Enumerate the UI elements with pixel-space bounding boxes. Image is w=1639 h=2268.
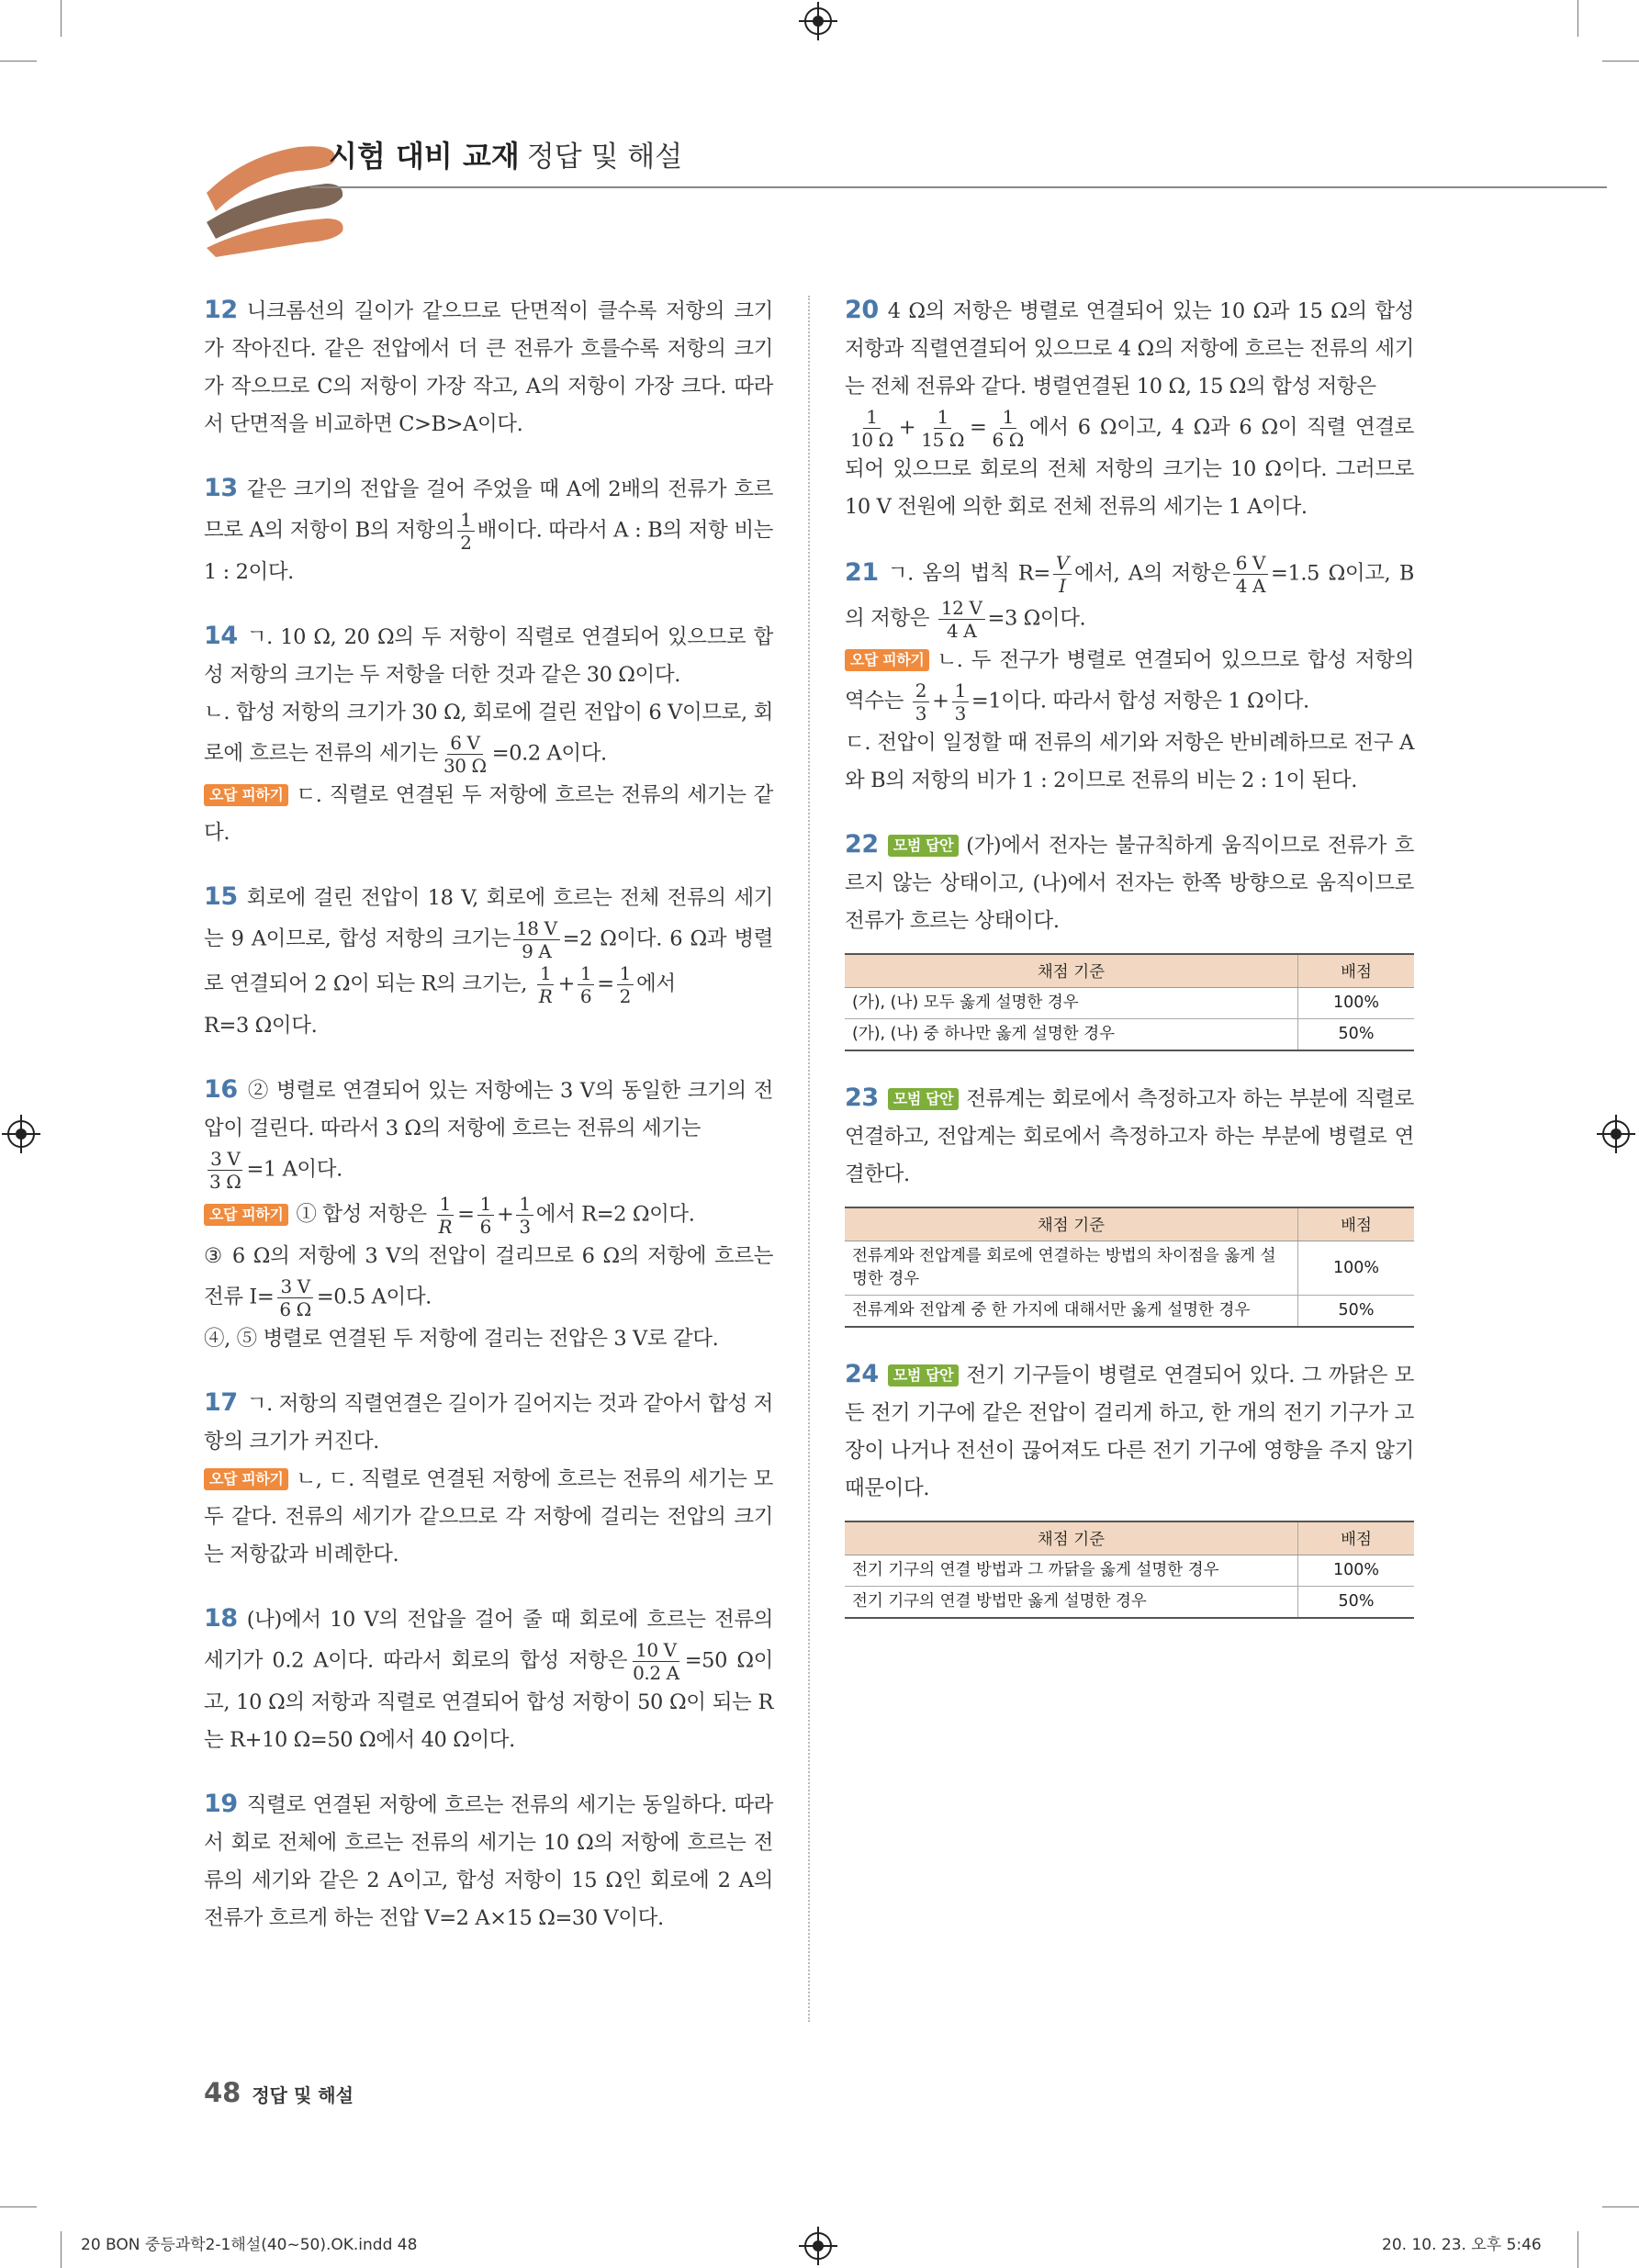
answer-23 [845, 1079, 1414, 1194]
model-answer-badge: 모범 답안 [888, 1088, 959, 1110]
answer-text: (가)에서 전자는 불규칙하게 움직이므로 전류가 흐르지 않는 상태이고, (나)에서 전자는 한쪽 방향으로 움직이므로 전류가 흐르는 상태이다. [845, 834, 1414, 933]
answer-16: 16 ② 병렬로 연결되어 있는 저항에는 3 V의 동일한 크기의 전압이 걸린다. 따라서 3 Ω의 저항에 흐르는 전류의 세기는 $\frac{3 V}{3 \Omega}$ =1 A이다. 오답 피하기 ① 합성 저항은 $\frac{1}{R}$ = $\frac{1}{6}$ + $\frac{1}{3}$ 에서 R=2 Ω이다. ③ 6 Ω의 저항에 3 V의 전압이 걸리므로 6 Ω의 저항에 흐르는 전류 I= $\frac{3 V}{6 \Omega}$ =0.5 A이다. ④, ⑤ 병렬로 연결된 두 저항에 걸리는 전압은 3 V로 같다. [204, 1075, 773, 1351]
note-text: ㄴ. 두 전구가 병렬로 연결되어 있으므로 합성 저항의 역수는 [845, 648, 1414, 713]
table-row: (가), (나) 중 하나만 옳게 설명한 경우 50% [845, 1019, 1414, 1051]
note-text: ㄷ. 전압이 일정할 때 전류의 세기와 저항은 반비례하므로 전구 A와 B의 저항의 비가 1 : 2이므로 전류의 비는 2 : 1이 된다. [845, 731, 1414, 792]
answer-18 [204, 1600, 773, 1759]
answer-number: 12 [204, 296, 238, 324]
answer-text: =1.5 Ω이고, B의 저항은 [845, 561, 1414, 631]
note-badge: 오답 피하기 [204, 784, 288, 806]
table-header: 채점 기준 [845, 1521, 1298, 1555]
answer-22 [845, 825, 1414, 940]
table-header: 배점 [1298, 1521, 1415, 1555]
answer-24 [845, 1355, 1414, 1508]
answer-text: 4 Ω의 저항은 병렬로 연결되어 있는 10 Ω과 15 Ω의 합성 저항과 직렬연결되어 있으므로 4 Ω의 저항에 흐르는 전류의 세기는 전체 전류와 같다. 병렬연결된 10 Ω, 15 Ω의 합성 저항은 [845, 299, 1414, 399]
answer-text: (나)에서 10 V의 전압을 걸어 줄 때 회로에 흐르는 전류의 세기가 0.2 A이다. 따라서 회로의 합성 저항은 [204, 1608, 773, 1673]
answer-text: 에서 [636, 971, 676, 996]
fraction: $\frac{V}{I}$ [1053, 552, 1072, 597]
title-bold: 시험 대비 교재 [329, 139, 520, 174]
grading-table [845, 1207, 1414, 1328]
note-badge: 오답 피하기 [204, 1204, 288, 1226]
page-folio [204, 2077, 354, 2108]
fraction: $\frac{1}{6}$ [477, 1193, 494, 1238]
left-column [204, 291, 773, 1963]
fraction: $\frac{1}{2}$ [617, 962, 634, 1007]
answer-20: 20 4 Ω의 저항은 병렬로 연결되어 있는 10 Ω과 15 Ω의 합성 저항과 직렬연결되어 있으므로 4 Ω의 저항에 흐르는 전류의 세기는 전체 전류와 같다. 병렬연결된 10 Ω, 15 Ω의 합성 저항은 $\frac{1}{10 \Omega}$ + $\frac{1}{15 \Omega}$ = $\frac{1}{6 \Omega}$ 에서 6 Ω이고, 4 Ω과 6 Ω이 직렬 연결로 되어 있으므로 회로의 전체 저항의 크기는 10 Ω이다. 그러므로 10 V 전원에 의한 회로 전체 전류의 세기는 1 A이다. [845, 296, 1414, 519]
crop-mark [0, 2206, 37, 2207]
fraction: $\frac{12 V}{4 A}$ [938, 597, 985, 642]
right-column [845, 291, 1414, 1646]
answer-text: 회로에 걸린 전압이 18 V, 회로에 흐르는 전체 전류의 세기는 9 A이므로, 합성 저항의 크기는 [204, 886, 773, 951]
answer-text: 에서 6 Ω이고, 4 Ω과 6 Ω이 직렬 연결로 되어 있으므로 회로의 전체 저항의 크기는 10 Ω이다. 그러므로 10 V 전원에 의한 회로 전체 전류의 세기는 1 A이다. [845, 415, 1414, 519]
answer-text: 같은 크기의 전압을 걸어 주었을 때 A에 2배의 전류가 흐르므로 A의 저항이 B의 저항의 [204, 477, 773, 543]
grading-table [845, 1521, 1414, 1619]
answer-number: 18 [204, 1604, 238, 1633]
table-header: 배점 [1298, 954, 1415, 988]
slug-date: 20. 10. 23. 오후 5:46 [1382, 2236, 1542, 2254]
answer-21: 21 ㄱ. 옴의 법칙 R= $\frac{V}{I}$ 에서, A의 저항은 $\frac{6 V}{4 A}$ =1.5 Ω이고, B의 저항은 $\frac{12 V}{4 A}$ =3 Ω이다. 오답 피하기 ㄴ. 두 전구가 병렬로 연결되어 있으므로 합성 저항의 역수는 $\frac{2}{3}$ + $\frac{1}{3}$ =1이다. 따라서 합성 저항은 1 Ω이다. ㄷ. 전압이 일정할 때 전류의 세기와 저항은 반비례하므로 전구 A와 B의 저항의 비가 1 : 2이므로 전류의 비는 2 : 1이 된다. [845, 552, 1414, 792]
answer-text: ② 병렬로 연결되어 있는 저항에는 3 V의 동일한 크기의 전압이 걸린다. 따라서 3 Ω의 저항에 흐르는 전류의 세기는 [204, 1079, 773, 1140]
registration-mark-icon [7, 1120, 35, 1148]
registration-mark-icon [804, 2232, 832, 2260]
note-text: =1이다. 따라서 합성 저항은 1 Ω이다. [971, 689, 1309, 713]
crop-mark [61, 0, 62, 37]
answer-text: 전기 기구들이 병렬로 연결되어 있다. 그 까닭은 모든 전기 기구에 같은 전압이 걸리게 하고, 한 개의 전기 기구가 고장이 나거나 전선이 끊어져도 다른 전기 기구에 영향을 주지 않기 때문이다. [845, 1364, 1414, 1500]
fraction: $\frac{6 V}{30 \Omega}$ [443, 732, 487, 777]
answer-text: =1 A이다. [246, 1157, 342, 1182]
answer-text: =2 Ω이다. 6 Ω과 병렬로 연결되어 2 Ω이 되는 R의 크기는, [204, 926, 773, 996]
page-number: 48 [204, 2077, 241, 2108]
fraction: $\frac{1}{6 \Omega}$ [992, 406, 1024, 451]
answer-number: 22 [845, 830, 879, 859]
table-row: 전기 기구의 연결 방법만 옳게 설명한 경우 50% [845, 1587, 1414, 1619]
note-text: ㄴ, ㄷ. 직렬로 연결된 저항에 흐르는 전류의 세기는 모두 같다. 전류의 세기가 같으므로 각 저항에 걸리는 전압의 크기는 저항값과 비례한다. [204, 1467, 773, 1566]
page-title [329, 138, 682, 175]
answer-14 [204, 617, 773, 852]
note-badge: 오답 피하기 [204, 1468, 288, 1490]
answer-text: 에서, A의 저항은 [1073, 561, 1230, 586]
fraction: $\frac{1}{R}$ [538, 962, 553, 1007]
registration-mark-icon [804, 7, 832, 35]
answer-text: 니크롬선의 길이가 같으므로 단면적이 클수록 저항의 크기가 작아진다. 같은 전압에서 더 큰 전류가 흐를수록 저항의 크기가 작으므로 C의 저항이 가장 작고, A의 저항이 가장 크다. 따라서 단면적을 비교하면 C>B>A이다. [204, 299, 773, 436]
answer-text: ㄱ. 10 Ω, 20 Ω의 두 저항이 직렬로 연결되어 있으므로 합성 저항의 크기는 두 저항을 더한 것과 같은 30 Ω이다. [204, 625, 773, 687]
fraction: $\frac{1}{6}$ [578, 962, 594, 1007]
fraction: $\frac{1}{2}$ [457, 509, 474, 554]
fraction: $\frac{1}{3}$ [516, 1193, 533, 1238]
fraction: $\frac{1}{R}$ [438, 1193, 453, 1238]
answer-17 [204, 1384, 773, 1574]
note-text: =0.5 A이다. [316, 1285, 432, 1309]
answer-number: 15 [204, 882, 238, 911]
answer-number: 24 [845, 1360, 879, 1388]
table-header: 배점 [1298, 1207, 1415, 1241]
crop-mark [61, 2231, 62, 2268]
crop-mark [1577, 2231, 1578, 2268]
answer-text: ㄱ. 저항의 직렬연결은 길이가 길어지는 것과 같아서 합성 저항의 크기가 커진다. [204, 1392, 773, 1454]
fraction: $\frac{2}{3}$ [913, 679, 929, 724]
grading-table [845, 953, 1414, 1051]
note-text: ③ 6 Ω의 저항에 3 V의 전압이 걸리므로 6 Ω의 저항에 흐르는 전류 I= [204, 1244, 773, 1309]
answer-text: ㄴ. 합성 저항의 크기가 30 Ω, 회로에 걸린 전압이 6 V이므로, 회로에 흐르는 전류의 세기는 [204, 701, 773, 766]
answer-12 [204, 291, 773, 443]
fraction: $\frac{3 V}{3 \Omega}$ [209, 1148, 241, 1193]
answer-text: =3 Ω이다. [987, 606, 1086, 631]
answer-13 [204, 469, 773, 591]
header-rule [310, 186, 1607, 188]
folio-label: 정답 및 해설 [252, 2084, 354, 2106]
crop-mark [0, 61, 37, 62]
title-light: 정답 및 해설 [526, 140, 683, 174]
table-row: 전기 기구의 연결 방법과 그 까닭을 옳게 설명한 경우 100% [845, 1555, 1414, 1587]
answer-text: ㄱ. 옴의 법칙 R= [887, 561, 1050, 586]
answer-number: 14 [204, 622, 238, 650]
answer-text: R=3 Ω이다. [204, 1014, 318, 1038]
fraction: $\frac{18 V}{9 A}$ [513, 917, 560, 962]
fraction: $\frac{1}{3}$ [952, 679, 969, 724]
table-row: 전류계와 전압계를 회로에 연결하는 방법의 차이점을 옳게 설명한 경우 100% [845, 1241, 1414, 1296]
table-header: 채점 기준 [845, 954, 1298, 988]
answer-text: 직렬로 연결된 저항에 흐르는 전류의 세기는 동일하다. 따라서 회로 전체에 흐르는 전류의 세기는 10 Ω의 저항에 흐르는 전류의 세기와 같은 2 A이고, 합성 저항이 15 Ω인 회로에 2 A의 전류가 흐르게 하는 전압 V=2 A×15 Ω=30 V이다. [204, 1793, 773, 1930]
note-text: ④, ⑤ 병렬로 연결된 두 저항에 걸리는 전압은 3 V로 같다. [204, 1327, 719, 1351]
note-text: ㄷ. 직렬로 연결된 두 저항에 흐르는 전류의 세기는 같다. [204, 783, 773, 845]
answer-text: 배이다. 따라서 A : B의 저항 비는 1 : 2이다. [204, 518, 773, 584]
fraction: $\frac{10 V}{0.2 A}$ [633, 1639, 679, 1684]
answer-number: 21 [845, 557, 879, 587]
note-text: ① 합성 저항은 [296, 1202, 427, 1227]
answer-number: 20 [845, 296, 879, 324]
answer-number: 16 [204, 1075, 238, 1104]
answer-number: 13 [204, 474, 238, 502]
fraction: $\frac{3 V}{6 \Omega}$ [279, 1275, 311, 1320]
answer-number: 19 [204, 1790, 238, 1818]
crop-mark [1577, 0, 1578, 37]
fraction: $\frac{6 V}{4 A}$ [1233, 552, 1268, 597]
answer-text: =0.2 A이다. [491, 741, 607, 766]
answer-text: =50 Ω이고, 10 Ω의 저항과 직렬로 연결되어 합성 저항이 50 Ω이 되는 R는 R+10 Ω=50 Ω에서 40 Ω이다. [204, 1648, 773, 1752]
answer-number: 23 [845, 1083, 879, 1112]
answer-19 [204, 1785, 773, 1937]
crop-mark [1602, 2206, 1639, 2207]
note-badge: 오답 피하기 [845, 649, 929, 671]
slug-file: 20 BON 중등과학2-1해설(40~50).OK.indd 48 [81, 2236, 418, 2254]
model-answer-badge: 모범 답안 [888, 1364, 959, 1387]
crop-mark [1602, 61, 1639, 62]
registration-mark-icon [1602, 1120, 1630, 1148]
fraction: $\frac{1}{15 \Omega}$ [921, 406, 965, 451]
table-row: (가), (나) 모두 옳게 설명한 경우 100% [845, 988, 1414, 1019]
model-answer-badge: 모범 답안 [888, 835, 959, 857]
table-row: 전류계와 전압계 중 한 가지에 대해서만 옳게 설명한 경우 50% [845, 1296, 1414, 1328]
answer-text: 전류계는 회로에서 측정하고자 하는 부분에 직렬로 연결하고, 전압계는 회로에서 측정하고자 하는 부분에 병렬로 연결한다. [845, 1087, 1414, 1186]
answer-number: 17 [204, 1388, 238, 1417]
column-divider [808, 296, 810, 2022]
fraction: $\frac{1}{10 \Omega}$ [850, 406, 893, 451]
note-text: 에서 R=2 Ω이다. [535, 1202, 695, 1227]
table-header: 채점 기준 [845, 1207, 1298, 1241]
header-stripes-icon [188, 138, 344, 257]
answer-15: 15 회로에 걸린 전압이 18 V, 회로에 흐르는 전체 전류의 세기는 9 A이므로, 합성 저항의 크기는 $\frac{18 V}{9 A}$ =2 Ω이다. 6 Ω과 병렬로 연결되어 2 Ω이 되는 R의 크기는, $\frac{1}{R}$ + $\frac{1}{6}$ = $\frac{1}{2}$ 에서 R=3 Ω이다. [204, 882, 773, 1038]
